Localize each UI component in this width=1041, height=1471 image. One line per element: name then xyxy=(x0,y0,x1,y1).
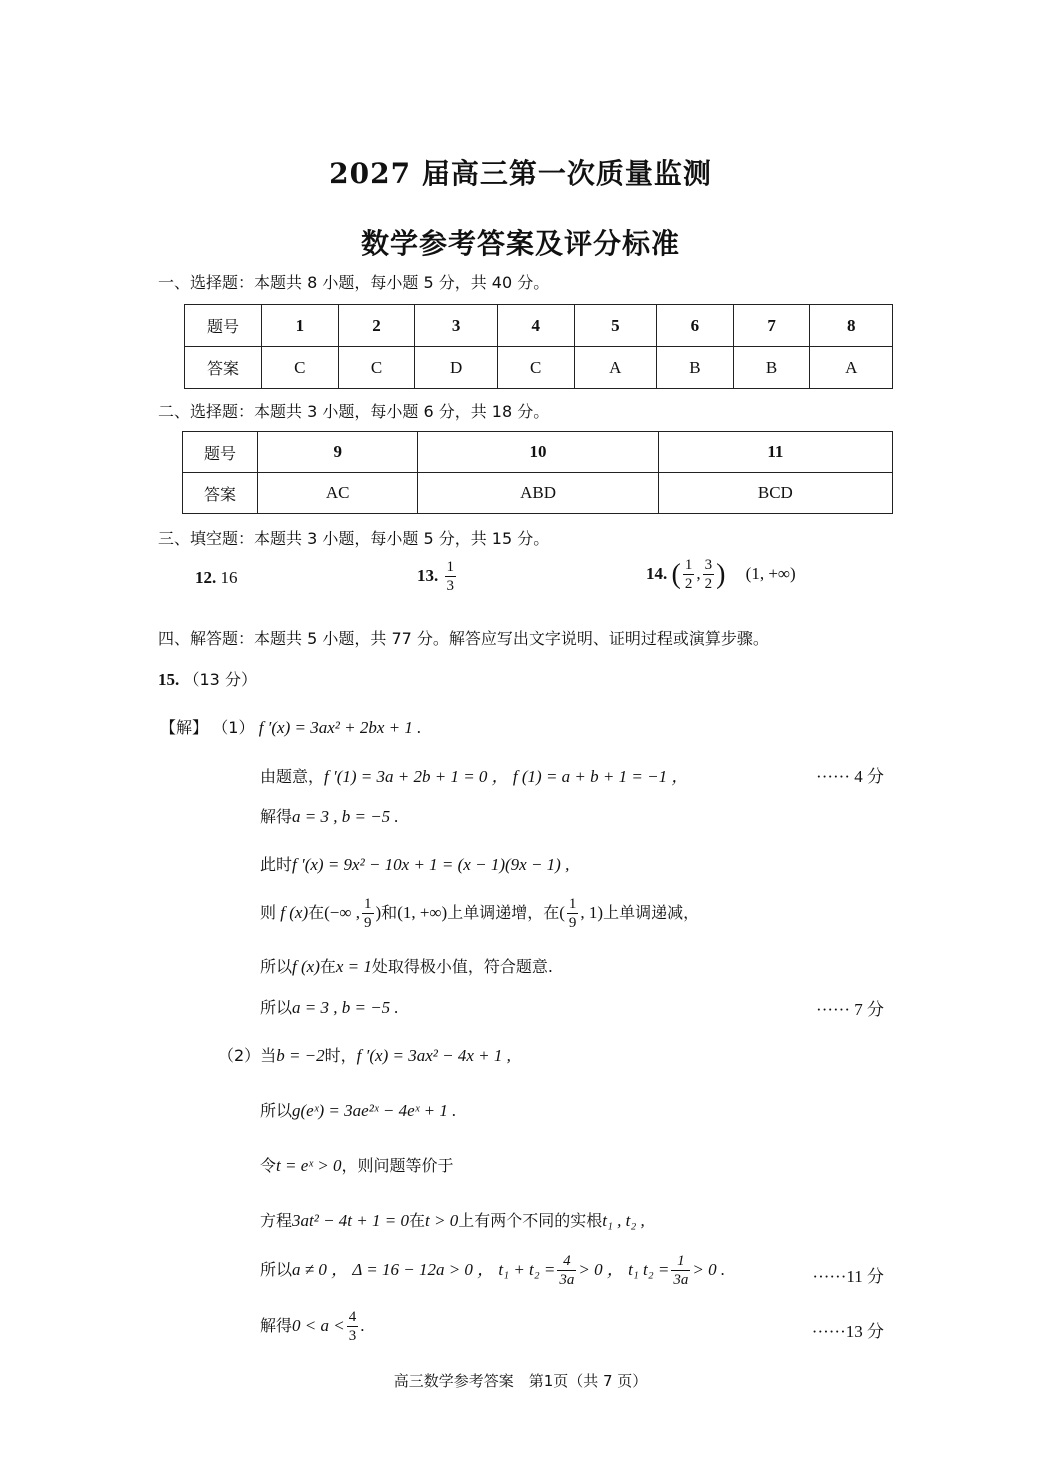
q15-part1-line7 xyxy=(260,995,399,1018)
math: f ′(1) = 3a + 2b + 1 = 0 ， f (1) = a + b + 1 = −1 ， xyxy=(324,767,689,786)
section2-answer-table xyxy=(182,431,893,514)
score-marker: ······ 4 分 xyxy=(816,767,884,786)
fraction xyxy=(567,897,579,931)
answer-cell: C xyxy=(497,347,574,389)
math: t = eˣ > 0 xyxy=(276,1156,342,1175)
row-label-answer: 答案 xyxy=(185,347,262,389)
math: 3at² − 4t + 1 = 0 xyxy=(292,1211,409,1230)
answer-q13 xyxy=(417,560,458,594)
answer-cell: BCD xyxy=(658,473,892,514)
math: t₁ , t₂ , xyxy=(602,1211,645,1230)
text: 上单调递增，在 xyxy=(447,902,560,922)
q15-part1-line4 xyxy=(260,852,569,875)
fraction xyxy=(557,1254,576,1288)
score-marker: ······11 分 xyxy=(812,1267,884,1286)
text: 解得 xyxy=(260,1315,293,1335)
text: 解得 xyxy=(260,807,293,826)
question-number: 8 xyxy=(810,305,893,347)
score-marker: ······13 分 xyxy=(811,1322,884,1341)
numerator: 1 xyxy=(671,1254,690,1271)
question-number: 10 xyxy=(418,432,658,473)
q15-part1-line6 xyxy=(260,954,553,977)
text: 所以 xyxy=(260,998,293,1017)
answer-cell: A xyxy=(810,347,893,389)
text: 处取得极小值，符合题意. xyxy=(371,957,553,976)
q15-part2-line4 xyxy=(260,1208,645,1231)
q15-part2-line3 xyxy=(260,1153,454,1176)
q15-part1-line2 xyxy=(260,762,688,787)
q14-fraction-b xyxy=(703,558,715,592)
q15-points: （13 分） xyxy=(183,670,257,689)
math: a = 3 , b = −5 . xyxy=(292,807,399,826)
text: 和 xyxy=(381,902,398,922)
page-subtitle: 数学参考答案及评分标准 xyxy=(360,227,680,260)
q15-part1-line5 xyxy=(260,897,699,931)
row-label-question: 题号 xyxy=(185,305,262,347)
answer-q14: 14. ( $\frac{1}{2}$ , $\frac{3}{2}$ ) (1, +∞) xyxy=(646,557,796,592)
math: a = 3 , b = −5 . xyxy=(292,998,399,1017)
q15-part2-line2 xyxy=(260,1098,456,1121)
part1-label: （1） xyxy=(212,718,255,737)
text: 令 xyxy=(260,1156,277,1175)
text: 上单调递减， xyxy=(603,902,700,922)
q14-interval: (1, +∞) xyxy=(745,563,796,583)
text: 在 xyxy=(308,902,325,922)
q12-label: 12. xyxy=(195,568,217,587)
numerator: 1 xyxy=(446,559,454,575)
q14-fraction-a xyxy=(683,558,695,592)
q14-label: 14. xyxy=(646,563,668,583)
answer-cell: B xyxy=(733,347,810,389)
answer-cell: D xyxy=(415,347,498,389)
math: f ′(x) = 9x² − 10x + 1 = (x − 1)(9x − 1) , xyxy=(292,855,570,874)
denominator: 3a xyxy=(559,1272,575,1288)
math: , 1) xyxy=(580,902,604,922)
fraction xyxy=(362,897,374,931)
derivative-formula: f ′(x) = 3ax² + 2bx + 1 . xyxy=(258,718,422,737)
q13-label: 13. xyxy=(417,565,439,585)
denominator: 3a xyxy=(673,1272,689,1288)
math: g(eˣ) = 3ae²ˣ − 4eˣ + 1 . xyxy=(292,1101,457,1120)
row-label-answer: 答案 xyxy=(183,473,258,514)
q15-part1-line3 xyxy=(260,804,399,827)
answer-cell: C xyxy=(338,347,415,389)
text: 在 xyxy=(319,957,336,976)
question-number: 3 xyxy=(415,305,498,347)
math: > 0 . xyxy=(692,1259,726,1279)
text: ，则问题等价于 xyxy=(341,1156,454,1175)
text: 则 xyxy=(260,902,277,922)
q15-heading xyxy=(158,667,257,690)
answer-cell: A xyxy=(574,347,657,389)
question-number: 7 xyxy=(733,305,810,347)
q15-label: 15. xyxy=(158,670,180,689)
math: (−∞ , xyxy=(324,902,360,922)
denominator: 9 xyxy=(364,915,372,931)
text: 时， xyxy=(324,1046,357,1065)
q15-part1-line1 xyxy=(160,715,421,738)
text: 在 xyxy=(408,1211,425,1230)
math: f (x) xyxy=(280,902,309,922)
part2-label: （2） xyxy=(218,1046,261,1065)
text: 当 xyxy=(260,1046,277,1065)
math: t > 0 xyxy=(425,1211,459,1230)
q12-answer: 16 xyxy=(220,568,238,587)
numerator: 1 xyxy=(684,557,693,573)
math: ( xyxy=(559,902,565,922)
section3-heading: 三、填空题：本题共 3 小题，每小题 5 分，共 15 分。 xyxy=(158,529,550,548)
text: 所以 xyxy=(260,957,293,976)
question-number: 11 xyxy=(658,432,892,473)
q15-part2-line6 xyxy=(260,1310,364,1344)
math: 0 < a < xyxy=(292,1315,345,1335)
math: (1, +∞) xyxy=(397,902,448,922)
denominator: 3 xyxy=(348,1328,357,1344)
denominator: 2 xyxy=(704,576,713,592)
numerator: 4 xyxy=(348,1309,357,1325)
text: 所以 xyxy=(260,1101,293,1120)
q15-part2-line5 xyxy=(260,1254,725,1288)
question-number: 9 xyxy=(258,432,418,473)
numerator: 1 xyxy=(568,896,577,912)
text: 由题意， xyxy=(260,767,325,786)
math: x = 1 xyxy=(335,957,372,976)
numerator: 1 xyxy=(364,896,372,912)
text: 上有两个不同的实根 xyxy=(458,1211,603,1230)
score-marker: ······ 7 分 xyxy=(816,1000,884,1019)
denominator: 9 xyxy=(568,915,577,931)
row-label-question: 题号 xyxy=(183,432,258,473)
question-number: 6 xyxy=(657,305,734,347)
question-number: 2 xyxy=(338,305,415,347)
denominator: 3 xyxy=(446,578,454,594)
math: . xyxy=(360,1315,365,1335)
text: 所以 xyxy=(260,1259,293,1279)
q15-part2-line1 xyxy=(218,1043,511,1066)
section2-heading: 二、选择题：本题共 3 小题，每小题 6 分，共 18 分。 xyxy=(158,402,550,421)
section1-answer-table xyxy=(184,304,893,389)
denominator: 2 xyxy=(684,576,693,592)
math: > 0 ， t₁ t₂ = xyxy=(578,1259,670,1279)
numerator: 3 xyxy=(704,557,713,573)
answer-cell: ABD xyxy=(418,473,658,514)
page-title: 2027 届高三第一次质量监测 xyxy=(329,157,712,190)
answer-cell: C xyxy=(262,347,339,389)
question-number: 4 xyxy=(497,305,574,347)
fraction xyxy=(347,1310,359,1344)
math: f ′(x) = 3ax² − 4x + 1 , xyxy=(356,1046,511,1065)
question-number: 1 xyxy=(262,305,339,347)
answer-cell: B xyxy=(657,347,734,389)
section1-heading: 一、选择题：本题共 8 小题，每小题 5 分，共 40 分。 xyxy=(158,273,550,292)
math: ) xyxy=(375,902,382,922)
section4-heading: 四、解答题：本题共 5 小题，共 77 分。解答应写出文字说明、证明过程或演算步骤。 xyxy=(158,629,769,648)
q13-fraction xyxy=(445,560,457,594)
page-footer: 高三数学参考答案 第1页（共 7 页） xyxy=(393,1372,648,1390)
fraction xyxy=(671,1254,690,1288)
solution-tag: 【解】 xyxy=(160,718,209,737)
math: a ≠ 0 ， Δ = 16 − 12a > 0 ， t₁ + t₂ = xyxy=(292,1259,556,1279)
answer-q12 xyxy=(195,568,238,588)
math: f (x) xyxy=(292,957,320,976)
answer-cell: AC xyxy=(258,473,418,514)
text: 此时 xyxy=(260,855,293,874)
question-number: 5 xyxy=(574,305,657,347)
numerator: 4 xyxy=(557,1254,576,1271)
math: b = −2 xyxy=(276,1046,325,1065)
text: 方程 xyxy=(260,1211,293,1230)
